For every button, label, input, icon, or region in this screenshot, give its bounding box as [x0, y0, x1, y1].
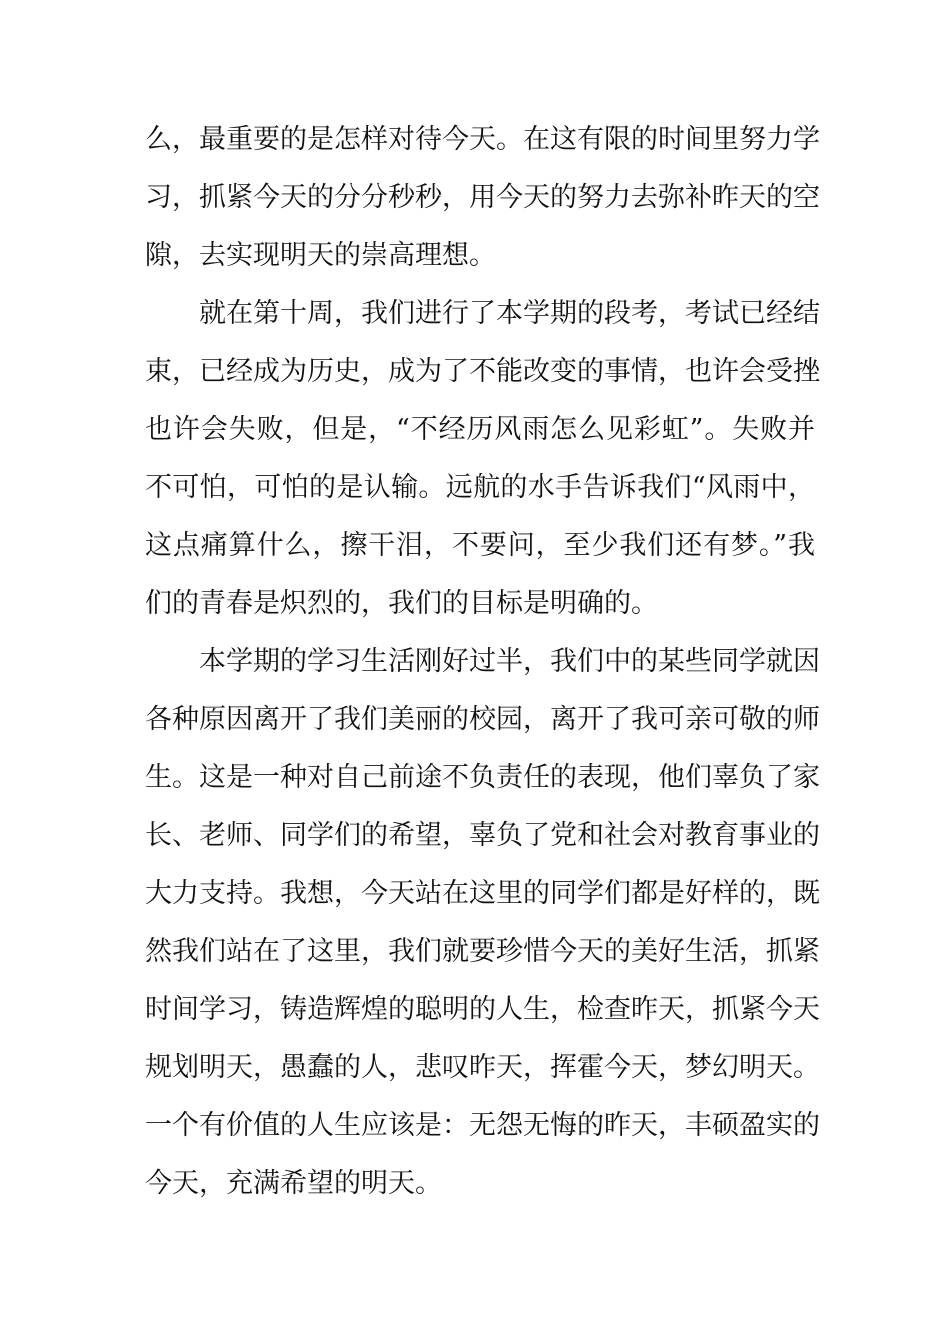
text-line: 么，最重要的是怎样对待今天。在这有限的时间里努力学	[145, 124, 820, 155]
text-line: 们的青春是炽烈的，我们的目标是明确的。	[145, 588, 658, 619]
text-line: 然我们站在了这里，我们就要珍惜今天的美好生活，抓紧	[145, 936, 820, 967]
text-line: 各种原因离开了我们美丽的校园，离开了我可亲可敬的师	[145, 704, 820, 735]
text-line: 这点痛算什么，擦干泪，不要问，至少我们还有梦。”我	[145, 530, 815, 561]
text-line: 今天，充满希望的明天。	[145, 1168, 442, 1199]
text-line: 生。这是一种对自己前途不负责任的表现，他们辜负了家	[145, 762, 820, 793]
text-line: 长、老师、同学们的希望，辜负了党和社会对教育事业的	[145, 820, 820, 851]
text-line: 隙，去实现明天的崇高理想。	[145, 240, 496, 271]
text-line: 习，抓紧今天的分分秒秒，用今天的努力去弥补昨天的空	[145, 182, 820, 213]
text-line: 一个有价值的人生应该是：无怨无悔的昨天，丰硕盈实的	[145, 1110, 820, 1141]
text-line: 时间学习，铸造辉煌的聪明的人生，检查昨天，抓紧今天	[145, 994, 820, 1025]
text-line: 不可怕，可怕的是认输。远航的水手告诉我们“风雨中，	[145, 472, 815, 503]
text-line: 规划明天，愚蠢的人，悲叹昨天，挥霍今天，梦幻明天。	[145, 1052, 820, 1083]
text-line: 大力支持。我想，今天站在这里的同学们都是好样的，既	[145, 878, 820, 909]
text-line: 束，已经成为历史，成为了不能改变的事情，也许会受挫	[145, 356, 820, 387]
text-line: 本学期的学习生活刚好过半，我们中的某些同学就因	[199, 646, 820, 677]
text-line: 就在第十周，我们进行了本学期的段考，考试已经结	[199, 298, 820, 329]
text-line: 也许会失败，但是，“不经历风雨怎么见彩虹”。失败并	[145, 414, 815, 445]
